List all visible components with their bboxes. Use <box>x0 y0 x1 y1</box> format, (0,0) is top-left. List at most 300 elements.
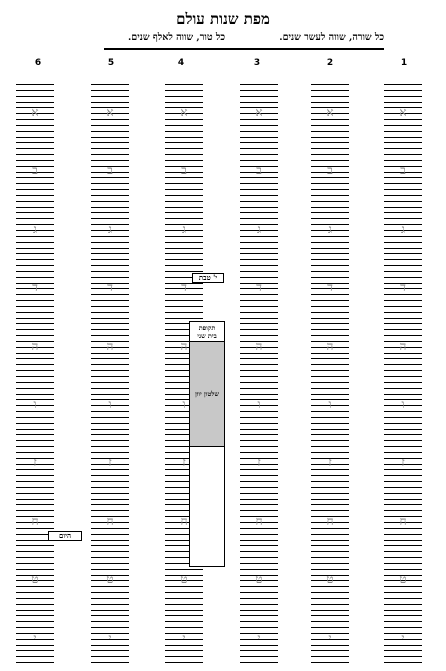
decade-line <box>165 569 203 570</box>
century-letter: ד <box>181 280 187 295</box>
decade-line <box>384 510 422 511</box>
decade-line <box>240 376 278 377</box>
decade-line <box>16 102 54 103</box>
decade-line <box>311 557 349 558</box>
decade-line <box>384 154 422 155</box>
decade-line <box>91 528 129 529</box>
decade-line <box>91 306 129 307</box>
decade-line <box>240 440 278 441</box>
century-letter: י <box>328 630 332 645</box>
decade-line <box>384 96 422 97</box>
decade-line <box>16 382 54 383</box>
decade-line <box>240 382 278 383</box>
decade-line <box>311 142 349 143</box>
decade-line <box>240 557 278 558</box>
decade-line <box>16 610 54 611</box>
century-letter: ב <box>181 163 187 178</box>
decade-line <box>16 440 54 441</box>
century-letter: ה <box>255 338 263 353</box>
decade-line <box>16 177 54 178</box>
decade-line <box>91 189 129 190</box>
century-letter: ה <box>180 338 188 353</box>
decade-line <box>16 510 54 511</box>
decade-line <box>311 621 349 622</box>
decade-line <box>240 504 278 505</box>
decade-line <box>384 323 422 324</box>
decade-line <box>384 312 422 313</box>
decade-line <box>384 90 422 91</box>
decade-line <box>91 627 129 628</box>
decade-line <box>240 271 278 272</box>
decade-line <box>384 411 422 412</box>
decade-line <box>384 242 422 243</box>
decade-line <box>16 277 54 278</box>
decade-line <box>240 551 278 552</box>
decade-line <box>384 592 422 593</box>
century-letter: ו <box>401 397 405 411</box>
decade-line <box>240 353 278 354</box>
decade-line <box>311 592 349 593</box>
decade-line <box>311 312 349 313</box>
decade-line <box>311 323 349 324</box>
decade-line <box>240 242 278 243</box>
decade-line <box>91 557 129 558</box>
decade-line <box>165 586 203 587</box>
decade-line <box>384 119 422 120</box>
decade-line <box>165 300 203 301</box>
decade-line <box>384 318 422 319</box>
decade-line <box>91 563 129 564</box>
decade-line <box>240 201 278 202</box>
decade-line <box>91 183 129 184</box>
decade-line <box>311 650 349 651</box>
header-rule <box>104 48 384 50</box>
decade-line <box>91 242 129 243</box>
century-letter: ט <box>255 572 263 587</box>
century-letter: ז <box>108 455 112 470</box>
decade-line <box>311 236 349 237</box>
decade-line <box>311 417 349 418</box>
century-letter: י <box>401 630 405 645</box>
century-letter: ח <box>255 513 263 528</box>
column-number-4: 4 <box>177 58 185 68</box>
decade-line <box>240 96 278 97</box>
decade-line <box>16 364 54 365</box>
decade-line <box>16 656 54 657</box>
decade-line <box>240 394 278 395</box>
decade-line <box>165 125 203 126</box>
decade-line <box>91 434 129 435</box>
decade-line <box>384 440 422 441</box>
decade-line <box>16 376 54 377</box>
decade-line <box>16 429 54 430</box>
decade-line <box>384 84 422 85</box>
century-letter: י <box>257 630 261 645</box>
decade-line <box>240 259 278 260</box>
decade-line <box>240 650 278 651</box>
decade-line <box>240 627 278 628</box>
decade-line <box>384 446 422 447</box>
decade-line <box>311 259 349 260</box>
decade-line <box>311 131 349 132</box>
decade-line <box>240 253 278 254</box>
decade-line <box>91 353 129 354</box>
decade-line <box>165 90 203 91</box>
decade-line <box>311 610 349 611</box>
decade-line <box>240 277 278 278</box>
decade-line <box>165 160 203 161</box>
decade-line <box>240 154 278 155</box>
decade-line <box>16 142 54 143</box>
column-number-5: 5 <box>107 58 115 68</box>
decade-line <box>91 510 129 511</box>
decade-line <box>311 265 349 266</box>
decade-line <box>16 207 54 208</box>
century-letter: ז <box>328 455 332 470</box>
decade-line <box>165 662 203 663</box>
decade-line <box>384 370 422 371</box>
decade-line <box>16 621 54 622</box>
decade-line <box>240 265 278 266</box>
decade-line <box>384 271 422 272</box>
timeline-column-1 <box>384 84 422 671</box>
decade-line <box>165 271 203 272</box>
decade-line <box>91 394 129 395</box>
decade-line <box>240 411 278 412</box>
decade-line <box>165 610 203 611</box>
decade-line <box>16 119 54 120</box>
decade-line <box>240 212 278 213</box>
decade-line <box>384 563 422 564</box>
decade-line <box>165 621 203 622</box>
decade-line <box>91 499 129 500</box>
decade-line <box>16 189 54 190</box>
century-letter: ב <box>32 163 38 178</box>
decade-line <box>91 212 129 213</box>
century-letter: א <box>180 105 188 119</box>
decade-line <box>384 358 422 359</box>
decade-line <box>384 382 422 383</box>
century-letter: ו <box>257 397 261 411</box>
decade-line <box>240 207 278 208</box>
decade-line <box>311 662 349 663</box>
decade-line <box>91 481 129 482</box>
decade-line <box>91 300 129 301</box>
decade-line <box>240 510 278 511</box>
decade-line <box>16 300 54 301</box>
decade-line <box>384 610 422 611</box>
decade-line <box>311 137 349 138</box>
decade-line <box>91 429 129 430</box>
decade-line <box>16 125 54 126</box>
century-letter: י <box>108 630 112 645</box>
decade-line <box>311 218 349 219</box>
decade-line <box>384 469 422 470</box>
century-letter: י <box>182 630 186 645</box>
decade-line <box>91 650 129 651</box>
century-letter: ט <box>31 572 39 587</box>
century-letter: ב <box>107 163 113 178</box>
decade-line <box>16 353 54 354</box>
century-letter: ג <box>33 221 37 236</box>
decade-line <box>91 154 129 155</box>
decade-line <box>240 294 278 295</box>
decade-line <box>91 259 129 260</box>
decade-line <box>240 621 278 622</box>
timeline-column-5 <box>91 84 129 671</box>
decade-line <box>384 189 422 190</box>
decade-line <box>240 493 278 494</box>
column-number-2: 2 <box>326 58 334 68</box>
decade-line <box>91 604 129 605</box>
decade-line <box>91 265 129 266</box>
century-letter: ב <box>256 163 262 178</box>
decade-line <box>16 604 54 605</box>
decade-line <box>311 329 349 330</box>
decade-line <box>16 312 54 313</box>
decade-line <box>240 236 278 237</box>
column-number-1: 1 <box>400 58 408 68</box>
century-letter: ד <box>107 280 113 295</box>
decade-line <box>91 592 129 593</box>
decade-line <box>16 265 54 266</box>
period-heading-line2: בית שני <box>197 332 217 340</box>
decade-line <box>240 662 278 663</box>
century-letter: ח <box>106 513 114 528</box>
decade-line <box>240 177 278 178</box>
decade-line <box>165 592 203 593</box>
decade-line <box>311 277 349 278</box>
decade-line <box>384 259 422 260</box>
decade-line <box>16 306 54 307</box>
decade-line <box>384 650 422 651</box>
decade-line <box>165 207 203 208</box>
decade-line <box>311 434 349 435</box>
decade-line <box>16 615 54 616</box>
decade-line <box>240 423 278 424</box>
decade-line <box>384 598 422 599</box>
decade-line <box>91 569 129 570</box>
century-letter: ו <box>328 397 332 411</box>
decade-line <box>91 598 129 599</box>
decade-line <box>91 615 129 616</box>
decade-line <box>384 534 422 535</box>
decade-line <box>311 411 349 412</box>
decade-line <box>311 119 349 120</box>
decade-line <box>16 329 54 330</box>
decade-line <box>165 650 203 651</box>
decade-line <box>311 540 349 541</box>
century-letter: א <box>106 105 114 119</box>
decade-line <box>91 142 129 143</box>
decade-line <box>91 551 129 552</box>
decade-line <box>91 137 129 138</box>
decade-line <box>165 312 203 313</box>
decade-line <box>91 177 129 178</box>
decade-line <box>16 417 54 418</box>
decade-line <box>165 195 203 196</box>
century-letter: ד <box>32 280 38 295</box>
decade-line <box>165 84 203 85</box>
decade-line <box>165 189 203 190</box>
decade-line <box>240 306 278 307</box>
decade-line <box>311 551 349 552</box>
decade-line <box>240 610 278 611</box>
decade-line <box>91 96 129 97</box>
decade-line <box>311 627 349 628</box>
decade-line <box>91 131 129 132</box>
decade-line <box>311 499 349 500</box>
decade-line <box>240 645 278 646</box>
decade-line <box>91 195 129 196</box>
decade-line <box>311 376 349 377</box>
decade-line <box>16 551 54 552</box>
decade-line <box>311 394 349 395</box>
decade-line <box>240 388 278 389</box>
decade-line <box>165 306 203 307</box>
greek-rule-band <box>190 342 224 447</box>
decade-line <box>91 446 129 447</box>
decade-line <box>240 364 278 365</box>
decade-line <box>311 189 349 190</box>
decade-line <box>165 131 203 132</box>
century-letter: א <box>31 105 39 119</box>
decade-line <box>91 388 129 389</box>
decade-line <box>311 615 349 616</box>
decade-line <box>16 446 54 447</box>
decade-line <box>384 557 422 558</box>
decade-line <box>91 236 129 237</box>
decade-line <box>384 621 422 622</box>
century-letter: ט <box>326 572 334 587</box>
decade-line <box>91 452 129 453</box>
decade-line <box>311 504 349 505</box>
decade-line <box>311 388 349 389</box>
century-letter: ג <box>108 221 112 236</box>
decade-line <box>91 318 129 319</box>
century-letter: א <box>399 105 407 119</box>
decade-line <box>240 598 278 599</box>
decade-line <box>16 434 54 435</box>
decade-line <box>240 592 278 593</box>
decade-line <box>384 335 422 336</box>
decade-line <box>384 662 422 663</box>
century-letter: ט <box>399 572 407 587</box>
decade-line <box>384 540 422 541</box>
column-number-3: 3 <box>253 58 261 68</box>
decade-line <box>16 201 54 202</box>
decade-line <box>311 534 349 535</box>
decade-line <box>311 364 349 365</box>
decade-line <box>384 499 422 500</box>
decade-line <box>311 160 349 161</box>
decade-line <box>91 218 129 219</box>
decade-line <box>384 423 422 424</box>
century-letter: ט <box>180 572 188 587</box>
decade-line <box>311 183 349 184</box>
century-letter: ז <box>401 455 405 470</box>
decade-line <box>16 586 54 587</box>
decade-line <box>91 90 129 91</box>
decade-line <box>91 534 129 535</box>
decade-line <box>16 148 54 149</box>
century-letter: ז <box>33 455 37 470</box>
decade-line <box>91 125 129 126</box>
decade-line <box>91 411 129 412</box>
century-letter: ו <box>33 397 37 411</box>
decade-line <box>384 481 422 482</box>
century-letter: ח <box>399 513 407 528</box>
decade-line <box>311 96 349 97</box>
decade-line <box>311 469 349 470</box>
decade-line <box>16 259 54 260</box>
decade-line <box>16 499 54 500</box>
decade-line <box>311 370 349 371</box>
decade-line <box>384 376 422 377</box>
century-letter: ט <box>106 572 114 587</box>
decade-line <box>165 242 203 243</box>
decade-line <box>165 137 203 138</box>
decade-line <box>311 300 349 301</box>
decade-line <box>240 540 278 541</box>
decade-line <box>240 446 278 447</box>
decade-line <box>384 142 422 143</box>
decade-line <box>16 627 54 628</box>
decade-line <box>91 207 129 208</box>
decade-line <box>165 177 203 178</box>
decade-line <box>165 604 203 605</box>
century-letter: י <box>33 630 37 645</box>
century-letter: ג <box>257 221 261 236</box>
decade-line <box>165 102 203 103</box>
decade-line <box>384 545 422 546</box>
decade-line <box>384 207 422 208</box>
decade-line <box>384 434 422 435</box>
decade-line <box>91 586 129 587</box>
subtitle-line-value: כל שורה, שווה לעשר שנים. <box>279 32 384 43</box>
decade-line <box>311 335 349 336</box>
decade-line <box>240 137 278 138</box>
decade-line <box>311 125 349 126</box>
century-letter: ז <box>182 455 186 470</box>
decade-line <box>91 440 129 441</box>
decade-line <box>384 294 422 295</box>
decade-line <box>311 318 349 319</box>
decade-line <box>165 259 203 260</box>
decade-line <box>240 329 278 330</box>
decade-line <box>311 212 349 213</box>
decade-line <box>240 90 278 91</box>
decade-line <box>384 148 422 149</box>
decade-line <box>240 119 278 120</box>
century-letter: ו <box>108 397 112 411</box>
decade-line <box>240 434 278 435</box>
decade-line <box>384 364 422 365</box>
century-letter: ו <box>182 397 186 411</box>
century-letter: א <box>326 105 334 119</box>
decade-line <box>311 429 349 430</box>
decade-line <box>91 370 129 371</box>
decade-line <box>240 195 278 196</box>
decade-line <box>16 236 54 237</box>
decade-line <box>165 201 203 202</box>
decade-line <box>165 212 203 213</box>
century-letter: א <box>255 105 263 119</box>
timeline-column-3 <box>240 84 278 671</box>
decade-line <box>91 487 129 488</box>
decade-line <box>384 248 422 249</box>
decade-line <box>311 294 349 295</box>
